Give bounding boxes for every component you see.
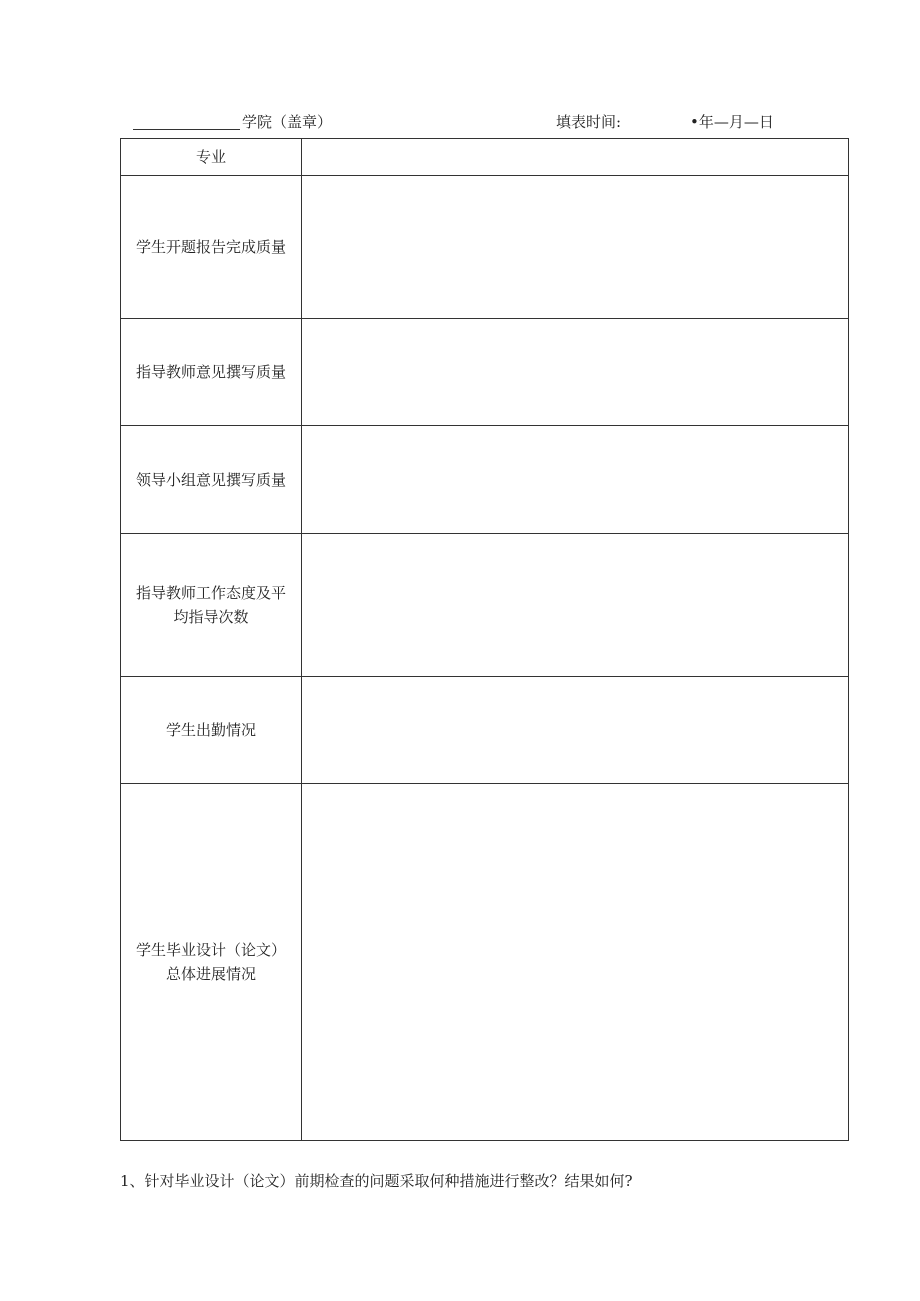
major-field[interactable] <box>302 139 849 176</box>
major-label: 专业 <box>195 148 226 166</box>
advisor-attitude-field[interactable] <box>302 534 849 677</box>
form-header <box>0 110 920 134</box>
proposal-quality-field[interactable] <box>302 176 849 319</box>
advisor-opinion-label: 指导教师意见撰写质量 <box>135 363 286 381</box>
group-opinion-label: 领导小组意见撰写质量 <box>135 470 286 489</box>
college-name-blank[interactable] <box>133 129 240 130</box>
fill-date-value: •年—月—日 <box>690 113 774 131</box>
advisor-attitude-label-line1: 指导教师工作态度及平 <box>135 584 286 602</box>
table-row <box>121 534 849 677</box>
attendance-label-cell <box>121 677 302 784</box>
overall-progress-label-line1: 学生毕业设计（论文） <box>135 941 286 959</box>
proposal-quality-label-cell <box>121 176 302 319</box>
table-row <box>121 319 849 426</box>
table-row <box>121 677 849 784</box>
major-label-cell <box>121 139 302 176</box>
advisor-opinion-field[interactable] <box>302 319 849 426</box>
overall-progress-label-cell <box>121 784 302 1141</box>
group-opinion-field[interactable] <box>302 426 849 534</box>
proposal-quality-label: 学生开题报告完成质量 <box>135 238 286 256</box>
overall-progress-field[interactable] <box>302 784 849 1141</box>
advisor-attitude-label-cell <box>121 534 302 677</box>
table-row <box>121 426 849 534</box>
attendance-field[interactable] <box>302 677 849 784</box>
fill-date-label: 填表时间: <box>556 113 622 131</box>
advisor-attitude-label-line2: 均指导次数 <box>173 608 249 626</box>
advisor-opinion-label-cell <box>121 319 302 426</box>
attendance-label: 学生出勤情况 <box>165 721 256 739</box>
group-opinion-label-cell <box>121 426 302 534</box>
table-row <box>121 176 849 319</box>
inspection-form-table <box>120 138 849 1141</box>
college-stamp-label: 学院（盖章） <box>242 113 333 131</box>
overall-progress-label-line2: 总体进展情况 <box>165 965 256 983</box>
table-row <box>121 784 849 1141</box>
table-row <box>121 139 849 176</box>
question-1: 1、针对毕业设计（论文）前期检查的问题采取何种措施进行整改？结果如何? <box>120 1172 633 1190</box>
